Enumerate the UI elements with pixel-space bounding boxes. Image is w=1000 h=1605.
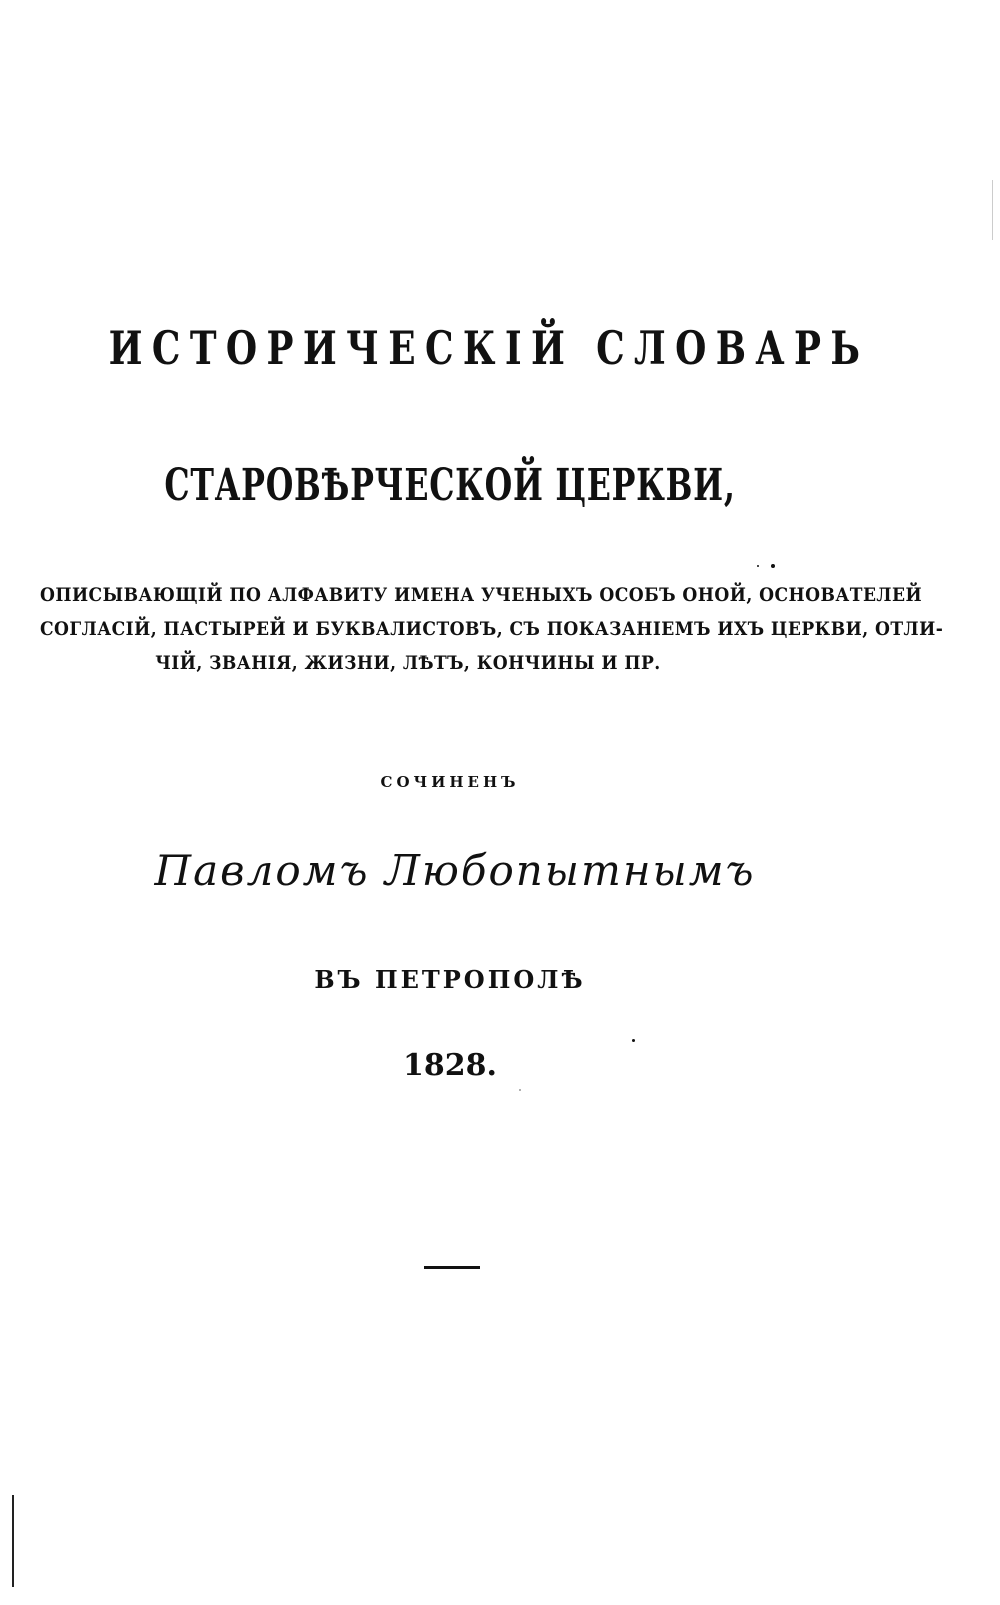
- book-description: [40, 578, 944, 680]
- publication-year: 1828.: [403, 1048, 497, 1083]
- description-line-2: СОГЛАСІЙ, ПАСТЫРЕЙ И БУКВАЛИСТОВЪ, СЪ ПОКАЗАНІЕМЪ ИХЪ ЦЕРКВИ, ОТЛИ-: [40, 618, 944, 640]
- composed-by-label: СОЧИНЕНЪ: [380, 773, 520, 791]
- ink-speck: [632, 1039, 635, 1042]
- ink-speck: [519, 1089, 521, 1091]
- book-title: ИСТОРИЧЕСКІЙ СЛОВАРЬ: [108, 321, 870, 375]
- closing-rule: [424, 1266, 480, 1269]
- description-line-3: ЧІЙ, ЗВАНІЯ, ЖИЗНИ, ЛѢТЪ, КОНЧИНЫ И ПР.: [155, 652, 661, 674]
- scan-edge-right: [992, 180, 993, 240]
- author-name: Павломъ Любопытнымъ: [154, 846, 756, 895]
- scan-edge-left: [12, 1495, 14, 1587]
- ink-speck: [771, 564, 775, 568]
- ink-speck: [757, 565, 759, 567]
- book-subtitle: СТАРОВѢРЧЕСКОЙ ЦЕРКВИ,: [164, 460, 736, 511]
- publication-place: ВЪ ПЕТРОПОЛѢ: [314, 965, 586, 994]
- description-line-1: ОПИСЫВАЮЩІЙ ПО АЛФАВИТУ ИМЕНА УЧЕНЫХЪ ОСОБЪ ОНОЙ, ОСНОВАТЕЛЕЙ: [40, 584, 923, 606]
